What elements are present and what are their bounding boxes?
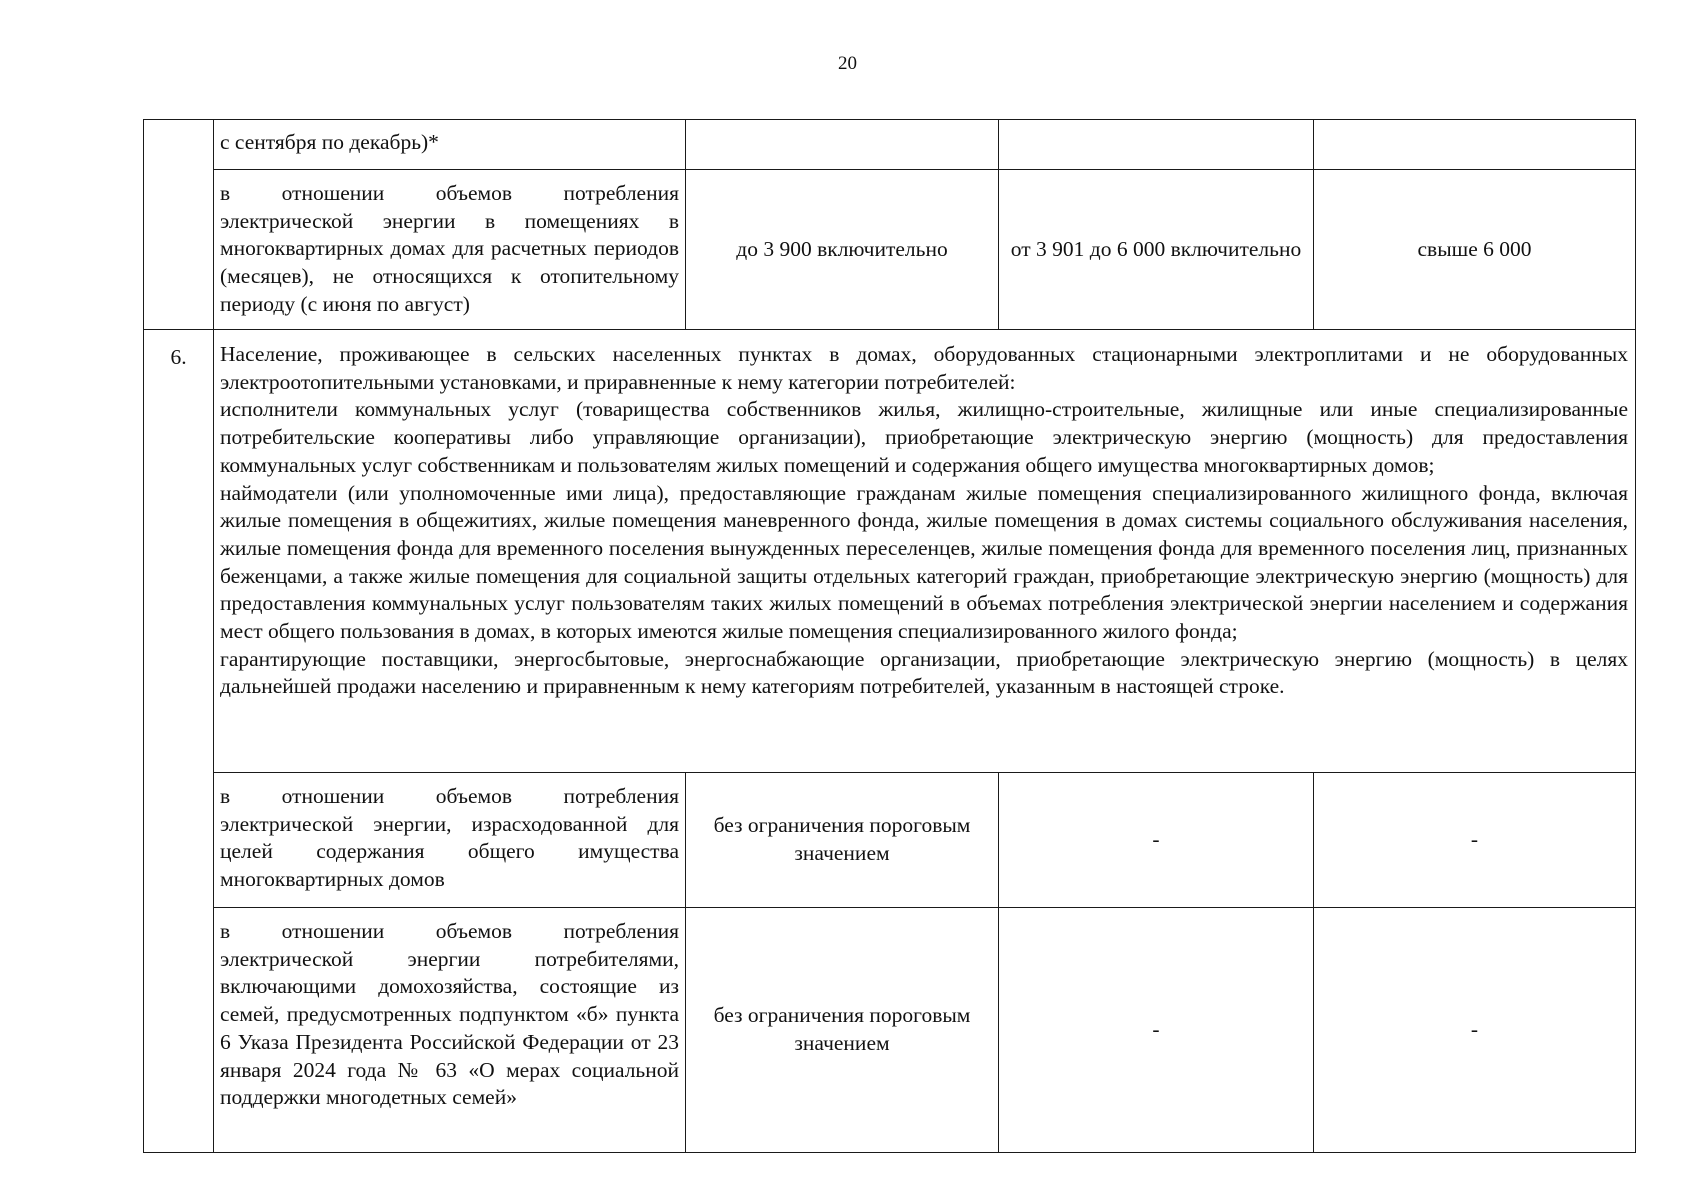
summer-range-1: до 3 900 включительно	[686, 170, 999, 330]
table-row-large-families	[144, 908, 1636, 1153]
large-families-range-3: -	[1314, 908, 1636, 1153]
tariff-table	[143, 119, 1636, 1153]
summer-description: в отношении объемов потребления электрической энергии в помещениях в многоквартирных домах для расчетных периодов (месяцев), не относящихся к отопительному периоду (с июня по август)	[214, 170, 686, 330]
category-paragraph: наймодатели (или уполномоченные ими лица), предоставляющие гражданам жилые помещения специализированного жилищного фонда, включая жилые помещения в общежитиях, жилые помещения маневренного фонда, жилые помещения в домах системы социального обслуживания населения, жилые помещения фонда для временного поселения вынужденных переселенцев, жилые помещения фонда для временного поселения лиц, признанных беженцами, а также жилые помещения для социальной защиты отдельных категорий граждан, приобретающие электрическую энергию (мощность) для предоставления коммунальных услуг пользователям таких жилых помещений в объемах потребления электрической энергии населением и содержания мест общего пользования в домах, в которых имеются жилые помещения специализированного жилого фонда;	[220, 480, 1628, 644]
number-cell-empty	[144, 120, 214, 330]
table-row-section-6	[144, 330, 1636, 773]
section-number: 6.	[144, 330, 214, 1153]
common-property-range-1: без ограничения пороговым значением	[686, 773, 999, 908]
continuation-range-3	[1314, 120, 1636, 170]
large-families-range-1: без ограничения пороговым значением	[686, 908, 999, 1153]
category-paragraph: исполнители коммунальных услуг (товарищества собственников жилья, жилищно-строительные, жилищные или иные специализированные потребительские кооперативы либо управляющие организации), приобретающие электрическую энергию (мощность) для предоставления коммунальных услуг собственникам и пользователям жилых помещений и содержания общего имущества многоквартирных домов;	[220, 397, 1628, 477]
common-property-range-3: -	[1314, 773, 1636, 908]
common-property-description: в отношении объемов потребления электрической энергии, израсходованной для целей содержания общего имущества многоквартирных домов	[214, 773, 686, 908]
continuation-range-2	[999, 120, 1314, 170]
category-paragraph: гарантирующие поставщики, энергосбытовые, энергоснабжающие организации, приобретающие электрическую энергию (мощность) в целях дальнейшей продажи населению и приравненным к нему категориям потребителей, указанным в настоящей строке.	[220, 646, 1628, 699]
table-row-continuation	[144, 120, 1636, 170]
continuation-description: с сентября по декабрь)*	[214, 120, 686, 170]
common-property-range-2: -	[999, 773, 1314, 908]
large-families-description: в отношении объемов потребления электрической энергии потребителями, включающими домохозяйства, состоящие из семей, предусмотренных подпунктом «б» пункта 6 Указа Президента Российской Федерации от 23 января 2024 года № 63 «О мерах социальной поддержки многодетных семей»	[214, 908, 686, 1153]
summer-range-2: от 3 901 до 6 000 включительно	[999, 170, 1314, 330]
category-paragraph: Население, проживающее в сельских населенных пунктах в домах, оборудованных стационарными электроплитами и не оборудованных электроотопительными установками, и приравненные к нему категории потребителей:	[220, 342, 1628, 394]
table-row-summer	[144, 170, 1636, 330]
continuation-range-1	[686, 120, 999, 170]
page-number: 20	[838, 53, 857, 74]
table-row-common-property	[144, 773, 1636, 908]
large-families-range-2: -	[999, 908, 1314, 1153]
summer-range-3: свыше 6 000	[1314, 170, 1636, 330]
section-6-category-text	[214, 330, 1636, 773]
